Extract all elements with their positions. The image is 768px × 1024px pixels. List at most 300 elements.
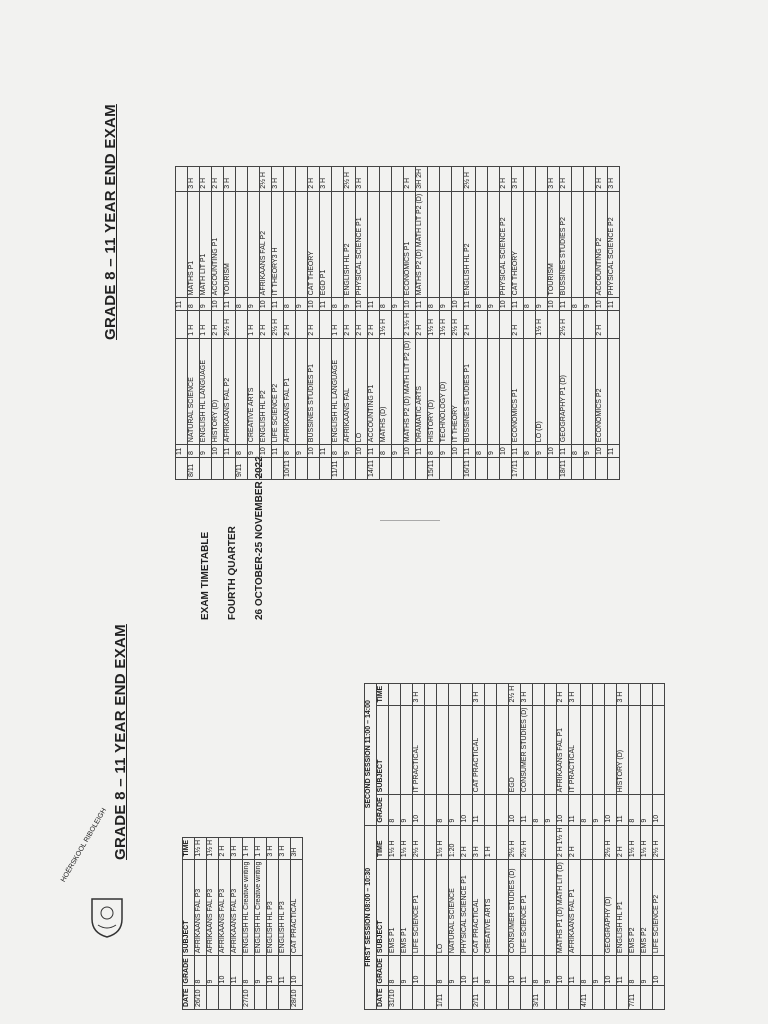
- table-cell: 17/11: [512, 458, 524, 480]
- table-row: [231, 837, 243, 1009]
- table-cell: 2 H: [512, 311, 524, 339]
- table-cell: 9: [641, 795, 653, 825]
- table-row: [485, 683, 497, 1009]
- right-title-wrap: [102, 104, 119, 340]
- table-cell: [176, 191, 188, 298]
- table-cell: [236, 311, 248, 339]
- table-cell: PHYSICAL SCIENCE P1: [356, 191, 368, 298]
- table-cell: [497, 860, 509, 956]
- table-cell: [296, 166, 308, 191]
- table-cell: 2½ H: [560, 311, 572, 339]
- table-cell: [608, 458, 620, 480]
- table-row: [629, 683, 641, 1009]
- table-cell: [219, 986, 231, 1010]
- table-cell: 1½ H: [437, 825, 449, 860]
- table-cell: [593, 683, 605, 705]
- table-cell: 8: [572, 445, 584, 458]
- table-cell: 11: [464, 298, 476, 311]
- table-cell: 8: [332, 298, 344, 311]
- table-row: [260, 166, 272, 479]
- table-cell: [485, 683, 497, 705]
- table-cell: 9: [296, 445, 308, 458]
- table-cell: 10: [291, 956, 303, 986]
- table-cell: 9: [488, 298, 500, 311]
- table-cell: 9: [440, 445, 452, 458]
- table-cell: 14/11: [368, 458, 380, 480]
- table-cell: 8: [524, 298, 536, 311]
- table-row: [509, 683, 521, 1009]
- table-cell: 10: [452, 445, 464, 458]
- table-cell: [380, 458, 392, 480]
- table-row: [224, 166, 236, 479]
- table-cell: 8: [389, 956, 401, 986]
- table-cell: [392, 311, 404, 339]
- table-cell: [569, 986, 581, 1010]
- table-cell: 3 H: [231, 837, 243, 859]
- table-cell: 1 H: [485, 825, 497, 860]
- table-cell: 10: [267, 956, 279, 986]
- table-row: [617, 683, 629, 1009]
- table-row: [428, 166, 440, 479]
- table-cell: AFRIKAANS FAL P2: [224, 338, 236, 445]
- table-cell: [581, 705, 593, 795]
- table-cell: [593, 705, 605, 795]
- table-cell: 11: [272, 445, 284, 458]
- table-cell: [320, 458, 332, 480]
- table-cell: 1 H: [243, 837, 255, 859]
- table-cell: CREATIVE ARTS: [485, 860, 497, 956]
- table-cell: 3 H: [267, 837, 279, 859]
- table-cell: 8: [581, 956, 593, 986]
- table-cell: 8: [533, 956, 545, 986]
- table-cell: 10: [500, 445, 512, 458]
- table-cell: 2 H: [356, 311, 368, 339]
- table-cell: 10: [548, 445, 560, 458]
- table-cell: ENGLISH HL LANGUAGE: [200, 338, 212, 445]
- table-cell: [284, 166, 296, 191]
- table-cell: 10/11: [284, 458, 296, 480]
- table-cell: 10: [557, 795, 569, 825]
- table-cell: PHYSICAL SCIENCE P1: [461, 860, 473, 956]
- table-cell: [332, 191, 344, 298]
- table-row: [416, 166, 428, 479]
- table-row: [176, 166, 188, 479]
- table-cell: 1½ H: [428, 311, 440, 339]
- fold-line: [380, 520, 440, 521]
- table-cell: 8: [476, 445, 488, 458]
- table-cell: 2 H: [344, 311, 356, 339]
- table-cell: 9: [200, 298, 212, 311]
- table-cell: 11: [231, 956, 243, 986]
- table-cell: [605, 986, 617, 1010]
- table-cell: EMS P2: [641, 860, 653, 956]
- table-cell: [476, 458, 488, 480]
- table-cell: AFRIKAANS FAL P1: [284, 338, 296, 445]
- table-cell: [572, 191, 584, 298]
- table-row: [413, 683, 425, 1009]
- table-cell: 8: [437, 795, 449, 825]
- table-cell: [344, 458, 356, 480]
- table-cell: [617, 986, 629, 1010]
- right-table-wrap: [175, 166, 620, 480]
- table-cell: 9: [296, 298, 308, 311]
- table-cell: [485, 795, 497, 825]
- table-row: [188, 166, 200, 479]
- table-cell: ENGLISH HL P3: [279, 859, 291, 956]
- table-cell: MATHS P2 (D) MATH LIT P2 (D): [404, 338, 416, 445]
- table-cell: HISTORY (D): [617, 705, 629, 795]
- table-cell: AFRIKAANS FAL P3: [195, 859, 207, 956]
- table-cell: HISTORY (D): [212, 338, 224, 445]
- table-cell: 2½ H: [605, 825, 617, 860]
- column-header: SUBJECT: [377, 705, 389, 795]
- table-cell: AFRIKAANS FAL P1: [557, 705, 569, 795]
- table-cell: IT THEORY: [452, 338, 464, 445]
- table-cell: 9: [440, 298, 452, 311]
- table-cell: 8: [284, 445, 296, 458]
- table-cell: 3 H: [224, 166, 236, 191]
- table-cell: [485, 705, 497, 795]
- table-cell: [416, 458, 428, 480]
- table-cell: 9: [584, 445, 596, 458]
- table-cell: 8: [428, 445, 440, 458]
- table-row: [284, 166, 296, 479]
- table-cell: LIFE SCIENCE P1: [413, 860, 425, 956]
- table-row: [497, 683, 509, 1009]
- table-cell: 10: [596, 298, 608, 311]
- table-cell: 10: [404, 445, 416, 458]
- table-row: [272, 166, 284, 479]
- table-cell: 2½ H: [509, 825, 521, 860]
- table-cell: [440, 191, 452, 298]
- table-cell: DRAMATIC ARTS: [416, 338, 428, 445]
- table-cell: ENGLISH HL LANGUAGE: [332, 338, 344, 445]
- table-cell: 10: [260, 445, 272, 458]
- table-cell: [356, 458, 368, 480]
- table-cell: AFRIKAANS FAL P3: [219, 859, 231, 956]
- table-cell: 11: [368, 298, 380, 311]
- table-cell: IT THEORY3 H: [272, 191, 284, 298]
- table-cell: [584, 458, 596, 480]
- table-cell: EMS P1: [389, 860, 401, 956]
- table-cell: CAT THEORY: [308, 191, 320, 298]
- table-cell: CONSUMER STUDIES (D): [521, 705, 533, 795]
- table-cell: 2 H: [212, 311, 224, 339]
- table-cell: 8: [236, 445, 248, 458]
- table-sessions: [364, 683, 665, 1010]
- table-cell: 9: [248, 445, 260, 458]
- table-cell: [608, 338, 620, 445]
- table-cell: 2 H: [404, 166, 416, 191]
- table-cell: 11: [569, 956, 581, 986]
- table-cell: [593, 860, 605, 956]
- table-cell: 11: [560, 298, 572, 311]
- school-crest-logo: [88, 895, 126, 939]
- table-cell: 8: [572, 298, 584, 311]
- table-cell: [320, 311, 332, 339]
- table-cell: 1 H: [332, 311, 344, 339]
- table-cell: 8: [524, 445, 536, 458]
- table-cell: [401, 705, 413, 795]
- table-cell: [176, 311, 188, 339]
- table-cell: [497, 825, 509, 860]
- table-cell: ECONOMICS P1: [512, 338, 524, 445]
- table-cell: [524, 338, 536, 445]
- table-cell: 10: [212, 298, 224, 311]
- table-cell: 10: [356, 298, 368, 311]
- table-row: [476, 166, 488, 479]
- table-cell: AFRIKAANS FAL P3: [207, 859, 219, 956]
- table-row: [500, 166, 512, 479]
- table-cell: 2½ H: [260, 166, 272, 191]
- table-cell: [545, 860, 557, 956]
- table-cell: [176, 166, 188, 191]
- table-cell: [248, 166, 260, 191]
- column-header: TIME: [377, 825, 389, 860]
- table-cell: [605, 705, 617, 795]
- table-row: [572, 166, 584, 479]
- table-cell: [629, 705, 641, 795]
- table-cell: 8: [629, 956, 641, 986]
- table-cell: MATHS P1: [188, 191, 200, 298]
- table-row: [425, 683, 437, 1009]
- table-cell: 11: [176, 298, 188, 311]
- table-cell: [476, 191, 488, 298]
- table-cell: [449, 683, 461, 705]
- table-cell: 3 H: [521, 683, 533, 705]
- table-row: [243, 837, 255, 1009]
- table-cell: [425, 795, 437, 825]
- table-cell: [488, 338, 500, 445]
- table-cell: IT PRACTICAL: [569, 705, 581, 795]
- table-cell: MATHS (D): [380, 338, 392, 445]
- table-cell: ACCOUNTING P1: [212, 191, 224, 298]
- table-cell: 10: [212, 445, 224, 458]
- table-cell: [425, 683, 437, 705]
- table-cell: [536, 458, 548, 480]
- table-cell: 2½ H: [413, 825, 425, 860]
- table-cell: 2 H: [464, 311, 476, 339]
- table-row: [524, 166, 536, 479]
- table-cell: AFRIKAANS FAL: [344, 338, 356, 445]
- table-cell: [248, 191, 260, 298]
- table-cell: CAT THEORY: [512, 191, 524, 298]
- table-cell: [224, 458, 236, 480]
- table-cell: [248, 458, 260, 480]
- session1-header: FIRST SESSION 08:00 – 10:30: [365, 825, 377, 1009]
- table-cell: 11: [464, 445, 476, 458]
- table-cell: 3 H: [272, 166, 284, 191]
- table-cell: 11: [473, 795, 485, 825]
- table-cell: 11/11: [332, 458, 344, 480]
- table-row: [332, 166, 344, 479]
- table-cell: BUSSINES STUDIES P1: [464, 338, 476, 445]
- table-cell: 4/11: [581, 986, 593, 1010]
- table-row: [608, 166, 620, 479]
- table-row: [653, 683, 665, 1009]
- table-cell: [320, 338, 332, 445]
- table-cell: [236, 338, 248, 445]
- table-cell: CREATIVE ARTS: [248, 338, 260, 445]
- exam-dates: 26 OCTOBER-25 NOVEMBER 2022: [254, 456, 265, 620]
- table-cell: 2 H: [260, 311, 272, 339]
- table-cell: [368, 166, 380, 191]
- table-cell: GEOGRAPHY P1 (D): [560, 338, 572, 445]
- table-cell: 11: [320, 445, 332, 458]
- table-cell: 11: [176, 445, 188, 458]
- table-cell: AFRIKAANS FAL P1: [569, 860, 581, 956]
- table-cell: 8: [195, 956, 207, 986]
- table-cell: [524, 458, 536, 480]
- table-cell: 10: [653, 956, 665, 986]
- table-cell: IT PRACTICAL: [413, 705, 425, 795]
- table-cell: [389, 705, 401, 795]
- column-header: SUBJECT: [377, 860, 389, 956]
- table-cell: 10: [461, 956, 473, 986]
- table-cell: 2½ H: [272, 311, 284, 339]
- table-cell: [392, 458, 404, 480]
- table-cell: [449, 705, 461, 795]
- table-cell: [596, 458, 608, 480]
- table-cell: 2 H: [500, 166, 512, 191]
- table-cell: [476, 338, 488, 445]
- table-cell: [236, 166, 248, 191]
- table-cell: CONSUMER STUDIES (D): [509, 860, 521, 956]
- table-cell: [392, 338, 404, 445]
- table-cell: 9: [344, 445, 356, 458]
- table-cell: EGD P1: [320, 191, 332, 298]
- table-cell: [653, 705, 665, 795]
- table-cell: [255, 986, 267, 1010]
- table-cell: 1½ H: [401, 825, 413, 860]
- table-cell: 15/11: [428, 458, 440, 480]
- table-cell: [533, 705, 545, 795]
- table-cell: [521, 986, 533, 1010]
- table-cell: [548, 311, 560, 339]
- table-cell: [533, 860, 545, 956]
- table-cell: 9: [392, 298, 404, 311]
- table-cell: 1½ H: [380, 311, 392, 339]
- table-cell: [279, 986, 291, 1010]
- table-cell: 3H: [291, 837, 303, 859]
- table-cell: [533, 683, 545, 705]
- table-row: [404, 166, 416, 479]
- table-cell: [440, 458, 452, 480]
- table-cell: 9: [401, 956, 413, 986]
- table-cell: [500, 311, 512, 339]
- table-cell: 2 H: [557, 683, 569, 705]
- table-cell: [509, 986, 521, 1010]
- table-cell: [452, 166, 464, 191]
- table-row: [344, 166, 356, 479]
- table-cell: [581, 683, 593, 705]
- table-cell: 10: [557, 956, 569, 986]
- table-cell: [425, 956, 437, 986]
- table-cell: 11: [512, 298, 524, 311]
- table-row: [605, 683, 617, 1009]
- table-cell: [641, 986, 653, 1010]
- table-cell: 10: [509, 956, 521, 986]
- table-cell: ENGLISH HL P2: [260, 338, 272, 445]
- table-cell: 1½ H: [207, 837, 219, 859]
- table-cell: 9: [449, 956, 461, 986]
- table-cell: [545, 683, 557, 705]
- table-cell: [404, 458, 416, 480]
- table-row: [596, 166, 608, 479]
- table-cell: 16/11: [464, 458, 476, 480]
- table-cell: [452, 458, 464, 480]
- table-cell: LIFE SCIENCE P2: [272, 338, 284, 445]
- table-cell: [392, 191, 404, 298]
- table-cell: 11: [569, 795, 581, 825]
- table-cell: 3 H: [188, 166, 200, 191]
- table-cell: [593, 825, 605, 860]
- table-row: [473, 683, 485, 1009]
- table-cell: 8: [437, 956, 449, 986]
- table-cell: [332, 166, 344, 191]
- table-cell: [476, 311, 488, 339]
- table-cell: LIFE SCIENCE P1: [521, 860, 533, 956]
- table-cell: [449, 986, 461, 1010]
- table-cell: 10: [308, 445, 320, 458]
- column-header: TIME: [377, 683, 389, 705]
- table-cell: 9: [545, 956, 557, 986]
- table-cell: 9: [449, 795, 461, 825]
- table-cell: [584, 166, 596, 191]
- table-cell: [653, 683, 665, 705]
- table-cell: [545, 825, 557, 860]
- table-november: [175, 166, 620, 480]
- table-cell: 2½ H: [344, 166, 356, 191]
- table-cell: 9: [344, 298, 356, 311]
- table-cell: [452, 191, 464, 298]
- right-title: GRADE 8 – 11 YEAR END EXAM: [102, 104, 119, 340]
- table-cell: 2½ H: [521, 825, 533, 860]
- table-cell: [488, 166, 500, 191]
- table-row: [437, 683, 449, 1009]
- table-cell: [497, 705, 509, 795]
- table-cell: 2 H 1½ H: [557, 825, 569, 860]
- table-cell: [497, 986, 509, 1010]
- table-cell: 11: [521, 956, 533, 986]
- table-cell: TECHNOLOGY (D): [440, 338, 452, 445]
- table-row: [533, 683, 545, 1009]
- table-row: [236, 166, 248, 479]
- table-cell: 11: [608, 298, 620, 311]
- table-row: [521, 683, 533, 1009]
- table-cell: [605, 683, 617, 705]
- table-cell: BUSSINES STUDIES P2: [560, 191, 572, 298]
- table-cell: 9: [401, 795, 413, 825]
- left-title: GRADE 8 – 11 YEAR END EXAM: [112, 624, 129, 860]
- table-cell: 11: [224, 298, 236, 311]
- table-row: [440, 166, 452, 479]
- table-cell: [425, 860, 437, 956]
- table-cell: [485, 986, 497, 1010]
- table-cell: 1½ H: [641, 825, 653, 860]
- table-cell: [437, 705, 449, 795]
- table-row: [368, 166, 380, 479]
- table-cell: 11: [473, 956, 485, 986]
- table-cell: 8: [389, 795, 401, 825]
- table-cell: [260, 458, 272, 480]
- table-cell: [296, 338, 308, 445]
- table-cell: [536, 166, 548, 191]
- table-cell: 9: [536, 298, 548, 311]
- table-cell: [581, 825, 593, 860]
- table-cell: 3 H: [320, 166, 332, 191]
- table-cell: 2½ H: [653, 825, 665, 860]
